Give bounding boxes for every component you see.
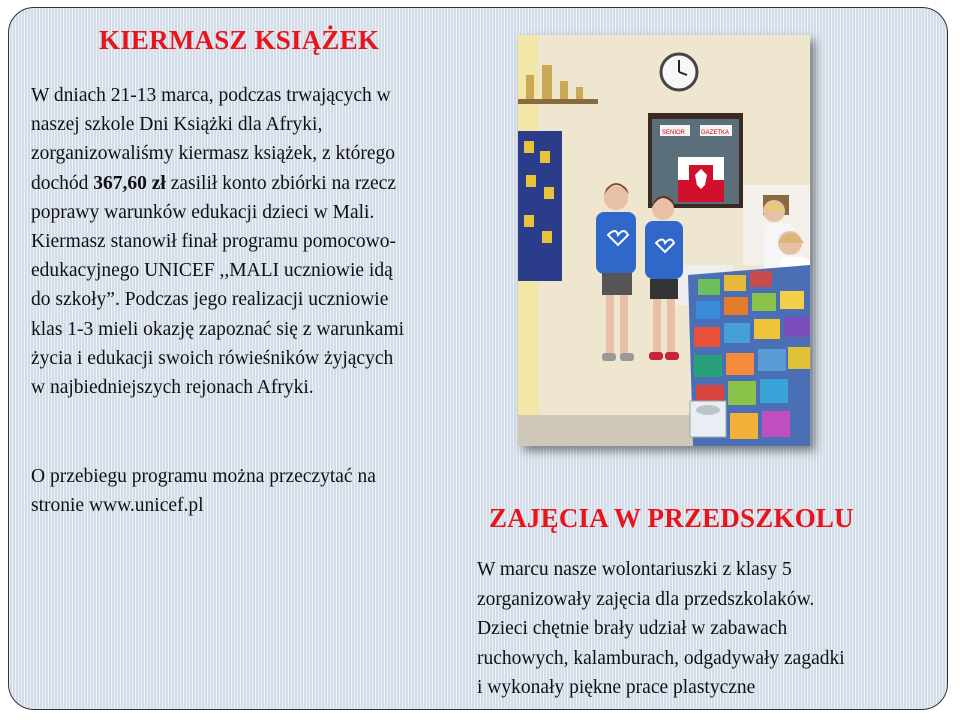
fair-line: Kiermasz stanowił finał programu pomocowo- [31,231,396,253]
sign-gazetka: GAZETKA [701,130,730,136]
more-line: O przebiegu programu można przeczytać na [31,466,376,487]
preschool-line: Dzieci chętnie brały udział w zabawach [477,618,788,640]
preschool-line: zorganizowały zajęcia dla przedszkolaków. [477,588,815,610]
fair-line-income [31,169,493,198]
more-line: stronie www.unicef.pl [31,495,204,517]
book-fair-illustration [518,35,810,446]
fair-more-info [31,462,481,520]
fair-line: naszej szkole Dni Książki dla Afryki, [31,114,323,136]
preschool-line: W marcu nasze wolontariuszki z klasy 5 [477,559,792,580]
fair-line: w najbiedniejszych rejonach Afryki. [31,377,314,399]
fair-line: życia i edukacji swoich rówieśników żyjących [31,347,394,369]
income-amount: 367,60 zł [93,172,166,194]
fair-line: poprawy warunków edukacji dzieci w Mali. [31,201,375,223]
preschool-title: ZAJĘCIA W PRZEDSZKOLU [489,503,854,533]
sign-senior: SENIOR [662,130,686,136]
income-suffix: zasilił konto zbiórki na rzecz [165,172,396,194]
preschool-line: i wykonały piękne prace plastyczne [477,677,756,699]
fair-line: W dniach 21-13 marca, podczas trwających w [31,85,391,106]
fair-line: do szkoły”. Podczas jego realizacji uczniowie [31,289,389,311]
fair-line: zorganizowaliśmy kiermasz książek, z którego [31,143,396,165]
slide-frame [8,7,948,710]
fair-title: KIERMASZ KSIĄŻEK [99,25,380,55]
book-fair-photo [518,35,810,446]
fair-line: edukacyjnego UNICEF ,,MALI uczniowie idą [31,260,393,282]
fair-line: klas 1-3 mieli okazję zapoznać się z warunkami [31,318,405,340]
income-prefix: dochód [31,172,94,194]
fair-text [31,81,493,402]
preschool-line: ruchowych, kalamburach, odgadywały zagadki [477,647,845,669]
preschool-text [477,555,947,703]
